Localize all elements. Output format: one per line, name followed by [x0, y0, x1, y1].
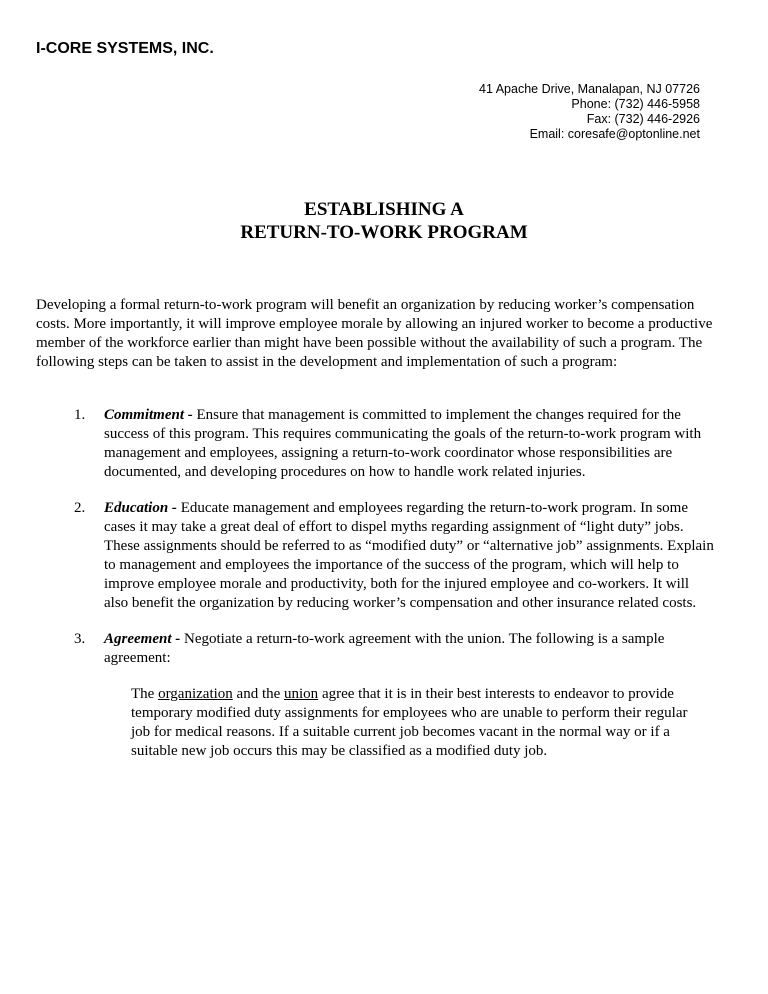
- step-number: 2.: [74, 500, 86, 516]
- sample-middle: and the: [232, 686, 285, 702]
- step-text: Ensure that management is committed to implement the changes required for the success of this program. This requires communicating the goals of the return-to-work program with management and employees, assigning a return-to-work coordinator whose responsibilities are documented, and developing procedures on how to handle work related injuries.: [104, 407, 702, 480]
- intro-paragraph: Developing a formal return-to-work program will benefit an organization by reducing worker’s compensation costs. More importantly, it will improve employee morale by allowing an injured worker to become a productive member of the workforce earlier than might have been possible without the availability of such a program. The following steps can be taken to assist in the development and implementation of such a program:: [36, 297, 713, 370]
- step-text: Educate management and employees regarding the return-to-work program. In some cases it may take a great deal of effort to dispel myths regarding assignment of “light duty” jobs. These assignments should be referred to as “modified duty” or “alternative job” assignments. Explain to management and employees the importance of the success of the program, which will help to improve employee morale and productivity, both for the injured employee and co-workers. It will also benefit the organization by reducing worker’s compensation and other insurance related costs.: [104, 500, 714, 611]
- title-line-1: ESTABLISHING A: [304, 199, 464, 220]
- sample-agreement: [104, 685, 691, 761]
- step-term: Commitment -: [104, 407, 193, 423]
- step-term: Agreement -: [104, 631, 181, 647]
- step-number: 1.: [74, 407, 86, 423]
- address: 41 Apache Drive, Manalapan, NJ 07726: [479, 82, 700, 96]
- steps-list: [74, 406, 714, 778]
- contact-block: [479, 82, 700, 142]
- company-name: I-CORE SYSTEMS, INC.: [36, 40, 214, 57]
- fax: Fax: (732) 446-2926: [586, 112, 700, 126]
- sample-rest: agree that it is in their best interests to endeavor to provide temporary modified duty assignments for employees who are unable to perform their regular job for medical reasons. If a suitable current job becomes vacant in the normal way or if a suitable new job occurs this may be classified as a modified duty job.: [131, 686, 688, 759]
- step-term: Education -: [104, 500, 177, 516]
- email: Email: coresafe@optonline.net: [529, 127, 700, 141]
- title-line-2: RETURN-TO-WORK PROGRAM: [240, 222, 528, 243]
- step-item-education: [74, 499, 714, 613]
- phone: Phone: (732) 446-5958: [571, 97, 700, 111]
- step-number: 3.: [74, 631, 86, 647]
- step-item-commitment: [74, 406, 714, 482]
- document-title: [0, 198, 768, 244]
- sample-union: union: [284, 686, 319, 702]
- sample-prefix: The: [131, 686, 159, 702]
- step-text: Negotiate a return-to-work agreement with the union. The following is a sample agreement:: [104, 631, 665, 666]
- step-item-agreement: [74, 630, 714, 761]
- sample-organization: organization: [158, 686, 233, 702]
